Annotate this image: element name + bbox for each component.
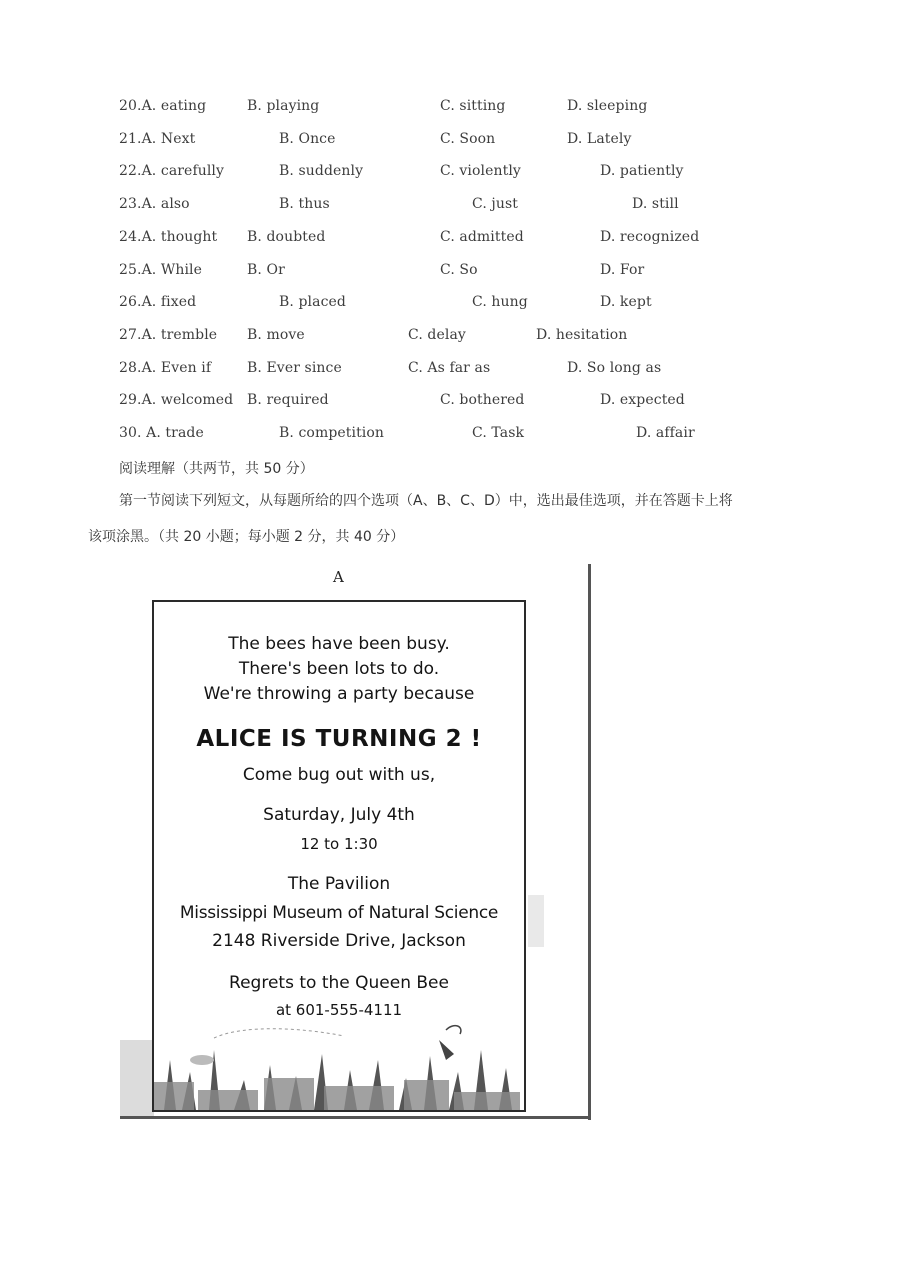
option-a: 28.A. Even if bbox=[119, 360, 212, 376]
option-c: C. hung bbox=[472, 294, 528, 310]
option-a: 21.A. Next bbox=[119, 131, 196, 147]
option-d: D. sleeping bbox=[567, 98, 648, 114]
option-d: D. affair bbox=[636, 425, 695, 441]
question-row bbox=[0, 163, 909, 187]
passage-label: A bbox=[333, 568, 344, 586]
invite-phone: at 601-555-4111 bbox=[275, 1001, 403, 1019]
option-c: C. So bbox=[440, 262, 478, 278]
option-b: B. playing bbox=[247, 98, 320, 114]
frame-shadow bbox=[588, 564, 591, 1120]
scan-smudge-right bbox=[528, 895, 544, 947]
option-a: 29.A. welcomed bbox=[119, 392, 234, 408]
option-c: C. sitting bbox=[440, 98, 506, 114]
option-a: 24.A. thought bbox=[119, 229, 218, 245]
option-c: C. Soon bbox=[440, 131, 496, 147]
invite-regrets: Regrets to the Queen Bee bbox=[229, 973, 449, 993]
option-d: D. recognized bbox=[600, 229, 700, 245]
question-row bbox=[0, 131, 909, 155]
option-b: B. required bbox=[247, 392, 329, 408]
question-row bbox=[0, 98, 909, 122]
invite-headline: ALICE IS TURNING 2 ! bbox=[196, 726, 482, 752]
option-b: B. competition bbox=[279, 425, 385, 441]
option-b: B. doubted bbox=[247, 229, 326, 245]
invite-line-1: The bees have been busy. bbox=[228, 634, 450, 654]
question-row bbox=[0, 360, 909, 384]
option-a: 25.A. While bbox=[119, 262, 203, 278]
question-row bbox=[0, 196, 909, 220]
option-a: 27.A. tremble bbox=[119, 327, 218, 343]
option-c: C. bothered bbox=[440, 392, 525, 408]
section-instruction-line2: 该项涂黑。（共 20 小题；每小题 2 分，共 40 分） bbox=[88, 529, 405, 545]
question-row bbox=[0, 425, 909, 449]
option-d: D. still bbox=[632, 196, 679, 212]
option-d: D. For bbox=[600, 262, 645, 278]
option-c: C. delay bbox=[408, 327, 466, 343]
option-c: C. As far as bbox=[408, 360, 491, 376]
question-row bbox=[0, 262, 909, 286]
frame-shadow-bottom bbox=[120, 1116, 591, 1119]
option-a: 23.A. also bbox=[119, 196, 190, 212]
option-a: 22.A. carefully bbox=[119, 163, 225, 179]
question-row bbox=[0, 392, 909, 416]
option-c: C. Task bbox=[472, 425, 525, 441]
section-heading: 阅读理解（共两节，共 50 分） bbox=[119, 461, 314, 477]
scan-smudge bbox=[120, 1040, 154, 1116]
garden-illustration bbox=[154, 1020, 524, 1110]
option-b: B. Once bbox=[279, 131, 336, 147]
question-row bbox=[0, 294, 909, 318]
option-b: B. suddenly bbox=[279, 163, 364, 179]
option-b: B. thus bbox=[279, 196, 330, 212]
question-row bbox=[0, 229, 909, 253]
invite-museum: Mississippi Museum of Natural Science bbox=[179, 903, 499, 923]
invite-date: Saturday, July 4th bbox=[263, 805, 415, 825]
option-c: C. admitted bbox=[440, 229, 524, 245]
option-a: 26.A. fixed bbox=[119, 294, 197, 310]
option-b: B. Or bbox=[247, 262, 285, 278]
option-c: C. just bbox=[472, 196, 518, 212]
option-d: D. Lately bbox=[567, 131, 632, 147]
section-instruction-line1: 第一节阅读下列短文，从每题所给的四个选项（A、B、C、D）中，选出最佳选项，并在答题卡上将 bbox=[119, 493, 733, 509]
option-a: 30. A. trade bbox=[119, 425, 204, 441]
invite-line-3: We're throwing a party because bbox=[203, 684, 475, 704]
option-d: D. hesitation bbox=[536, 327, 628, 343]
option-d: D. patiently bbox=[600, 163, 684, 179]
invite-line-2: There's been lots to do. bbox=[238, 659, 440, 679]
option-d: D. expected bbox=[600, 392, 685, 408]
option-a: 20.A. eating bbox=[119, 98, 207, 114]
invite-line-4: Come bug out with us, bbox=[242, 765, 436, 785]
invite-time: 12 to 1:30 bbox=[300, 835, 378, 853]
option-d: D. So long as bbox=[567, 360, 662, 376]
question-row bbox=[0, 327, 909, 351]
option-c: C. violently bbox=[440, 163, 521, 179]
invite-venue: The Pavilion bbox=[287, 874, 391, 894]
option-b: B. move bbox=[247, 327, 305, 343]
party-invitation bbox=[152, 600, 526, 1112]
option-d: D. kept bbox=[600, 294, 652, 310]
invite-address: 2148 Riverside Drive, Jackson bbox=[212, 931, 466, 951]
option-b: B. Ever since bbox=[247, 360, 342, 376]
option-b: B. placed bbox=[279, 294, 346, 310]
